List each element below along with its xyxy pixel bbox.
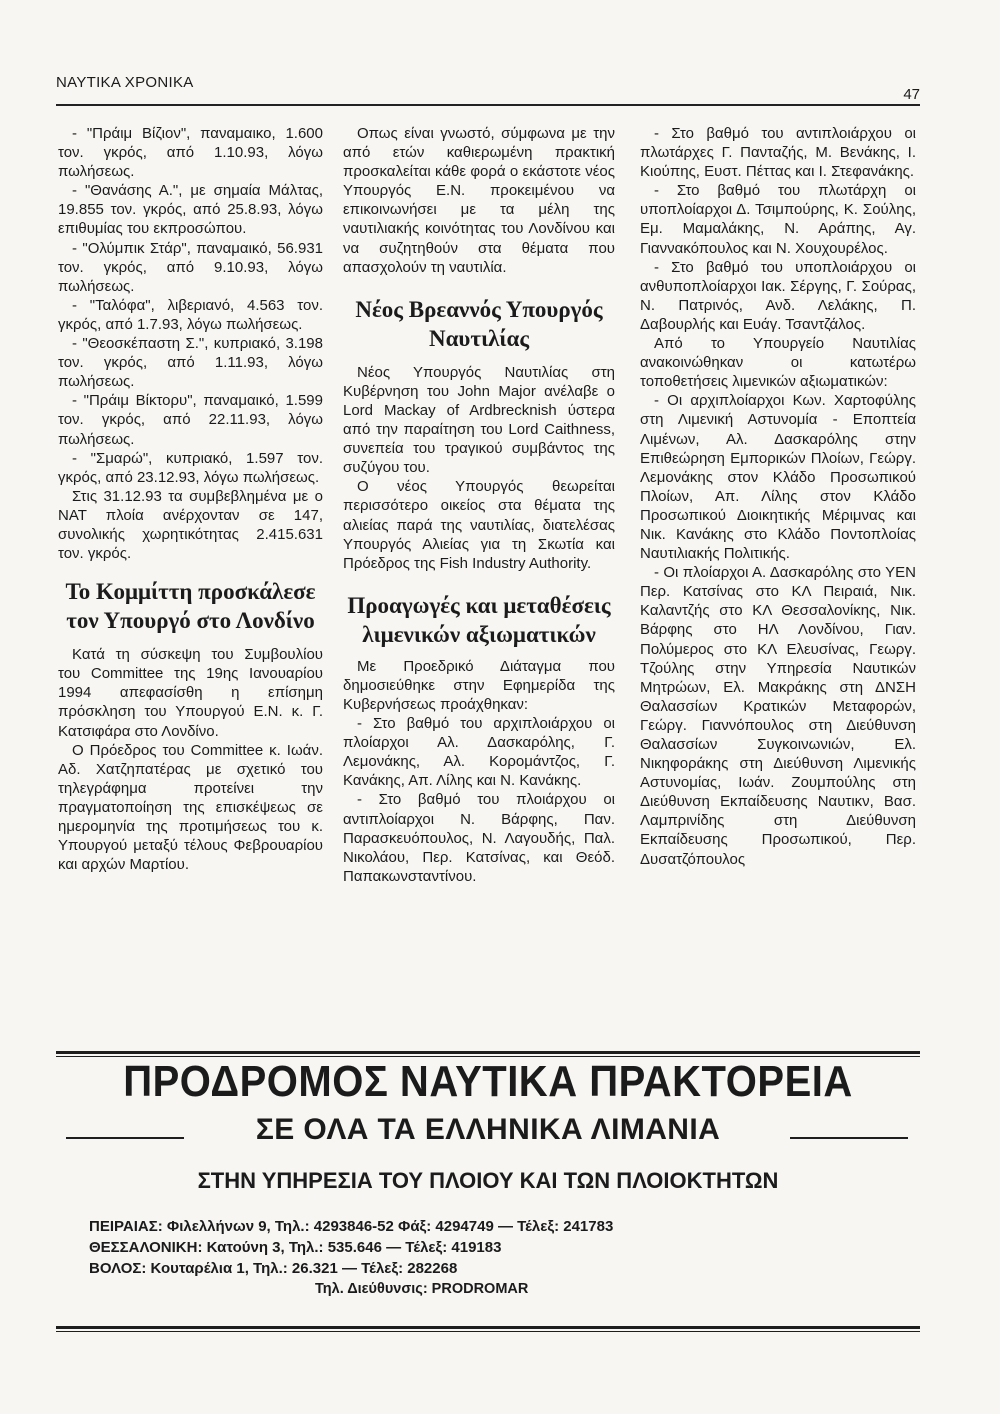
article-paragraph: Από το Υπουργείο Ναυτιλίας ανακοινώθηκαν οι κατωτέρω τοποθετήσεις λιμενικών αξιωματικών: [640, 335, 916, 391]
ad-subtitle-rule-right [790, 1137, 908, 1139]
ad-top-rule [56, 1051, 920, 1057]
ad-contact-piraeus: ΠΕΙΡΑΙΑΣ: Φιλελλήνων 9, Τηλ.: 4293846-52 Φάξ: 4294749 — Τέλεξ: 241783 [89, 1218, 614, 1235]
article-headline-minister: Νέος Βρεαννός Υπουργός Ναυτιλίας [355, 296, 603, 351]
column-2 [343, 124, 615, 886]
ship-list-item: - "Ταλόφα", λιβεριανό, 4.563 τον. γκρός, από 1.7.93, λόγω πωλήσεως. [58, 296, 323, 333]
ad-bottom-rule [56, 1326, 920, 1332]
ship-list-item: - "Ολύμπικ Στάρ", παναμαικό, 56.931 τον. γκρός, από 9.10.93, λόγω πωλήσεως. [58, 239, 323, 295]
publication-name: ΝΑΥΤΙΚΑ ΧΡΟΝΙΚΑ [56, 74, 194, 91]
ad-subtitle-row [56, 1113, 920, 1149]
ship-list-item: - "Θεοσκέπαστη Σ.", κυπριακό, 3.198 τον. γκρός, από 1.11.93, λόγω πωλήσεως. [58, 335, 323, 391]
article-headline-committee: Το Κομμίττη προσκάλεσε τον Υπουργό στο Λονδίνο [65, 579, 316, 634]
article-paragraph: - Στο βαθμό του αντιπλοιάρχου οι πλωτάρχες Γ. Πανταζής, Μ. Βενάκης, Ι. Κιούπης, Ευστ. Πέττας και Ι. Στεφανάκης. [640, 125, 916, 181]
article-paragraph: - Στο βαθμό του πλωτάρχη οι υποπλοίαρχοι Δ. Τσιμπούρης, Κ. Σούλης, Εμ. Μαμαλάκης, Ν. Αράπης, Αγ. Γιαννακόπουλος και Ν. Χουχουρέλος. [640, 182, 916, 257]
column-1 [58, 124, 323, 874]
article-paragraph: - Στο βαθμό του πλοιάρχου οι αντιπλοίαρχοι Ν. Βάρφης, Παν. Παρασκευόπουλος, Ν. Λαγουδής, Παλ. Νικολάου, Περ. Κατσίνας, και Θεόδ. Παπακωνσταντίνου. [343, 791, 615, 885]
article-paragraph: Νέος Υπουργός Ναυτιλίας στη Κυβέρνηση του John Major ανέλαβε ο Lord Mackay of Ardbrecknish ύστερα από την παραίτηση του Lord Caithness, συνεπεία του τραγικού συμβάντος της συζύγου του. [343, 363, 615, 477]
ad-contact-volos: ΒΟΛΟΣ: Κουταρέλια 1, Τηλ.: 26.321 — Τέλεξ: 282268 [89, 1260, 458, 1277]
ad-subtitle: ΣΕ ΟΛΑ ΤΑ ΕΛΛΗΝΙΚΑ ΛΙΜΑΝΙΑ [255, 1113, 721, 1146]
ad-title: ΠΡΟΔΡΟΜΟΣ ΝΑΥΤΙΚΑ ΠΡΑΚΤΟΡΕΙΑ [123, 1058, 853, 1106]
ship-list-item: - "Πράιμ Βίζιον", παναμαικο, 1.600 τον. γκρός, από 1.10.93, λόγω πωλήσεως. [58, 125, 323, 181]
ship-list-item: - "Θανάσης Α.", με σημαία Μάλτας, 19.855 τον. γκρός, από 25.8.93, λόγω επιθυμίας του εκπροσώπου. [58, 182, 323, 238]
ad-telegraph-address: Τηλ. Διεύθυνσις: PRODROMAR [315, 1281, 529, 1297]
article-paragraph: Ο Πρόεδρος του Committee κ. Ιωάν. Αδ. Χατζηπατέρας με σχετικό του τηλεγράφημα προτείνει την πραγματοποίηση της επισκέψεως σε ημερομηνία της προτιμήσεως του κ. Υπουργού μεταξύ τέλους Φεβρουαρίου και αρχών Μαρτίου. [58, 741, 323, 874]
article-paragraph: - Στο βαθμό του υποπλοιάρχου οι ανθυποπλοίαρχοι Ιακ. Σέργης, Γ. Σούρας, Ν. Πατρινός, Ανδ. Λελάκης, Π. Δαβουρλής και Ευάγ. Τσαντζάλος. [640, 258, 916, 333]
column-3 [640, 124, 916, 869]
article-paragraph: Κατά τη σύσκεψη του Συμβουλίου του Committee της 19ης Ιανουαρίου 1994 απεφασίσθη η επίσημη πρόσκληση του Υπουργού Ε.Ν. κ. Γ. Κατσιφάρα στο Λονδίνο. [58, 646, 323, 740]
ship-list-item: - "Σμαρώ", κυπριακό, 1.597 τον. γκρός, από 23.12.93, λόγω πωλήσεως. [58, 449, 323, 486]
ad-contacts [89, 1216, 889, 1300]
article-paragraph: Οπως είναι γνωστό, σύμφωνα με την από ετών καθιερωμένη πρακτική προσκαλείται κάθε φορά ο εκάστοτε νέος Υπουργός Ε.Ν. προκειμένου να επικοινωνήσει με τα μέλη της ναυτιλιακής κοινότητας του Λονδίνου και να συζητηθούν στα θέματα που απασχολούν τη ναυτιλία. [343, 125, 615, 276]
ad-service-line: ΣΤΗΝ ΥΠΗΡΕΣΙΑ ΤΟΥ ΠΛΟΙΟΥ ΚΑΙ ΤΩΝ ΠΛΟΙΟΚΤΗΤΩΝ [197, 1168, 779, 1193]
fleet-summary-paragraph: Στις 31.12.93 τα συμβεβλημένα με ο ΝΑΤ πλοία ανέρχονταν σε 147, συνολικής χωρητικότητας 2.415.631 τον. γκρός. [58, 487, 323, 563]
ship-list-item: - "Πράιμ Βίκτορυ", παναμαικό, 1.599 τον. γκρός, από 22.11.93, λόγω πωλήσεως. [58, 392, 323, 448]
article-paragraph: Ο νέος Υπουργός θεωρείται περισσότερο οικείος στα θέματα της αλιείας παρά της ναυτιλίας, διατελέσας Υπουργός Αλιείας για τη Σκωτία και Πρόεδρος της Fish Industry Authority. [343, 478, 615, 572]
article-paragraph: Με Προεδρικό Διάταγμα που δημοσιεύθηκε στην Εφημερίδα της Κυβερνήσεως προάχθηκαν: [343, 657, 615, 713]
ad-contact-thessaloniki: ΘΕΣΣΑΛΟΝΙΚΗ: Κατούνη 3, Τηλ.: 535.646 — Τέλεξ: 419183 [89, 1239, 502, 1256]
article-paragraph: - Οι αρχιπλοίαρχοι Κων. Χαρτοφύλης στη Λιμενική Αστυνομία - Εποπτεία Λιμένων, Αλ. Δασκαρόλης στην Επιθεώρηση Εμπορικών Πλοίων, Γεώργ. Λεμονάκης στον Κλάδο Προσωπικού Πλοίων, Απ. Λίλης στον Κλάδο Προσωπικού Διοικητικής Μέριμνας και Νικ. Κανάκης στο Κλάδο Ποντοπλοίας Ναυτιλιακής Πολιτικής. [640, 392, 916, 563]
page-number: 47 [903, 86, 920, 103]
article-headline-promotions: Προαγωγές και μεταθέσεις λιμενικών αξιωματικών [347, 592, 611, 647]
page-header [56, 74, 920, 106]
article-paragraph: - Οι πλοίαρχοι Α. Δασκαρόλης στο ΥΕΝ Περ. Κατσίνας στο ΚΛ Πειραιά, Νικ. Καλαντζής στο ΚΛ Θεσσαλονίκης, Νικ. Βάρφης στο ΗΛ Λονδίνου, Γιαν. Πολύμερος στο ΚΛ Ελευσίνας, Γεωργ. Τζούλης στην Υπηρεσία Ναυτικών Μητρώων, Ελ. Μακράκης στη ΔΝΣΗ Θαλασσίων Κρατικών Μεταφορών, Γεώργ. Γιαννόπουλος στη Διεύθυνση Θαλασσίων Συγκοινωνιών, Ελ. Νικηφοράκης στη Διεύθυνση Λιμενικής Αστυνομίας, Ιωάν. Ζουμπούλης στη Διεύθυνση Εκπαίδευσης Ναυτικν, Βασ. Λαμπρινίδης στη Διεύθυνση Εκπαίδευσης Προσωπικού, Περ. Δυσατζόπουλος [640, 564, 916, 868]
article-paragraph: - Στο βαθμό του αρχιπλοιάρχου οι πλοίαρχοι Αλ. Δασκαρόλης, Γ. Λεμονάκης, Αλ. Κορομάντζος, Γ. Κανάκης, Απ. Λίλης και Ν. Κανάκης. [343, 715, 615, 790]
